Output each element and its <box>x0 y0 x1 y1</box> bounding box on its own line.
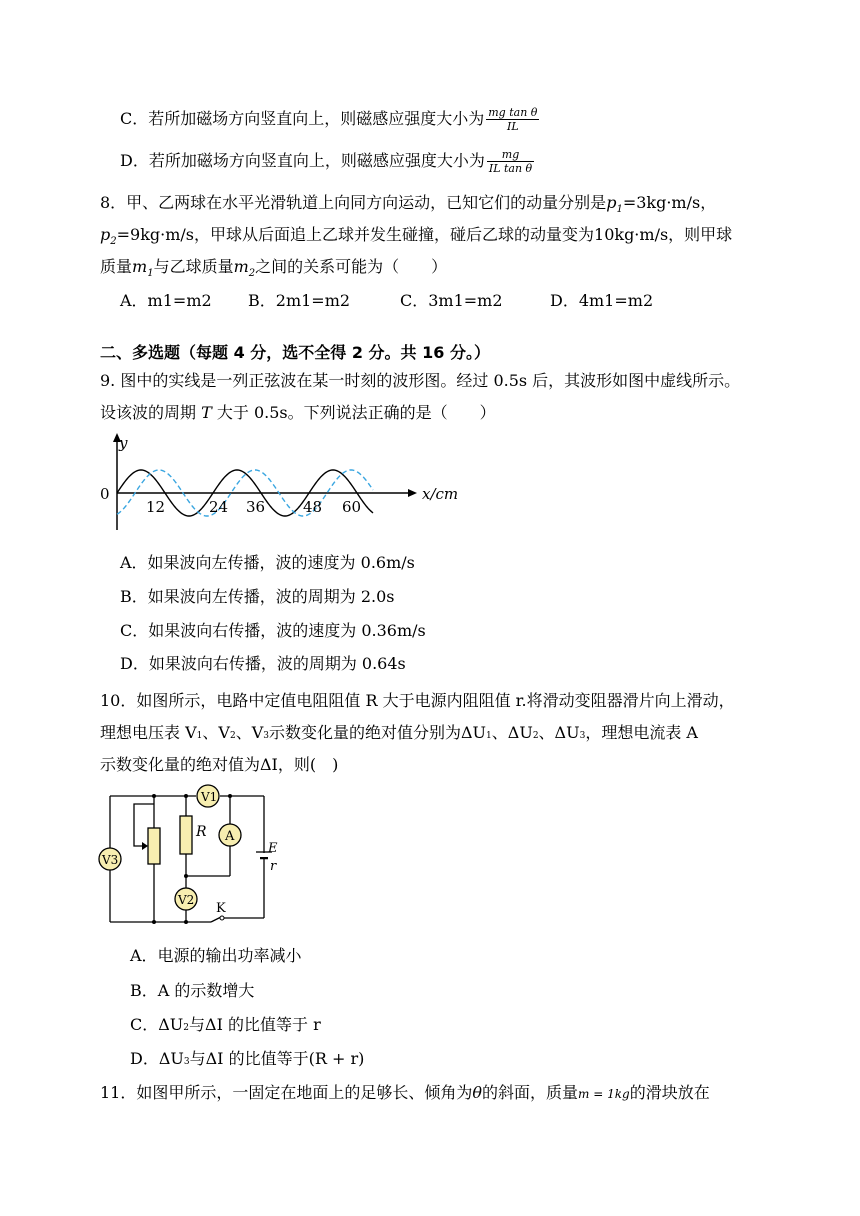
q10-circuit-diagram <box>98 784 278 926</box>
voltmeter-v2-label: V2 <box>178 893 195 907</box>
voltmeter-v3-label: V3 <box>102 853 119 867</box>
junction-dot <box>152 794 156 798</box>
q8-option-b: B．2m1=m2 <box>248 291 351 310</box>
tick-label-48: 48 <box>303 498 323 516</box>
x-axis-arrow-icon <box>408 489 417 497</box>
internal-resistance-label: r <box>270 859 277 874</box>
section-heading-multiple-choice: 二、多选题（每题 4 分，选不全得 2 分。共 16 分。） <box>100 343 490 362</box>
q11-line-1: 11．如图甲所示，一固定在地面上的足够长、倾角为θ的斜面，质量m = 1kg的滑块放在 <box>100 1083 710 1102</box>
resistor-label: R <box>196 824 207 840</box>
q10-option-b: B．A 的示数增大 <box>130 981 255 1000</box>
junction-dot <box>184 874 188 878</box>
q7-option-d-fraction: $\frac{mg}{\text{IL tan θ}}$ <box>488 148 533 175</box>
voltmeter-v1-label: V1 <box>201 790 218 804</box>
q10-line-2: 理想电压表 V1、V2、V3示数变化量的绝对值分别为ΔU1、ΔU2、ΔU3，理想电流表 A <box>100 723 698 742</box>
q9-line-2: 设该波的周期 T 大于 0.5s。下列说法正确的是（ ） <box>100 403 496 422</box>
q8-option-a: A．m1=m2 <box>120 291 212 310</box>
q7-option-c-fraction: $\frac{\text{mg tan θ}}{IL}$ <box>488 106 538 133</box>
switch-contact <box>220 916 224 920</box>
q9-wave-graph <box>98 432 468 534</box>
resistor-r <box>180 816 192 854</box>
q8-line-3: 质量$m_1$与乙球质量$m_2$之间的关系可能为（ ） <box>100 257 448 280</box>
q10-option-a: A．电源的输出功率减小 <box>130 946 302 965</box>
q8-option-d: D．4m1=m2 <box>550 291 654 310</box>
q10-option-c: C．ΔU2与ΔI 的比值等于 r <box>130 1015 321 1034</box>
q9-line-1: 9. 图中的实线是一列正弦波在某一时刻的波形图。经过 0.5s 后，其波形如图中虚线所示。 <box>100 371 741 390</box>
q7-option-d <box>120 148 534 175</box>
tick-label-36: 36 <box>246 498 266 516</box>
q9-option-d: D．如果波向右传播，波的周期为 0.64s <box>120 654 406 673</box>
slider-arrow-icon <box>142 842 148 850</box>
q9-option-a: A．如果波向左传播，波的速度为 0.6m/s <box>120 553 415 572</box>
ammeter-label: A <box>225 829 235 844</box>
q9-option-b: B．如果波向左传播，波的周期为 2.0s <box>120 587 395 606</box>
junction-dot <box>228 794 232 798</box>
q7-option-c <box>120 106 539 133</box>
rheostat <box>148 828 160 864</box>
q9-option-c: C．如果波向右传播，波的速度为 0.36m/s <box>120 621 426 640</box>
q8-line-2: $p_2=9kg\cdot m/s$，甲球从后面追上乙球并发生碰撞，碰后乙球的动量变为10kg·m/s，则甲球 <box>100 225 733 248</box>
q7-option-d-text: D．若所加磁场方向竖直向上，则磁感应强度大小为 <box>120 151 485 170</box>
q8-option-c: C．3m1=m2 <box>400 291 503 310</box>
q10-option-d: D．ΔU3与ΔI 的比值等于(R + r) <box>130 1049 365 1068</box>
emf-label: E <box>268 841 278 856</box>
tick-label-60: 60 <box>342 498 362 516</box>
junction-dot <box>184 920 188 924</box>
q7-option-c-text: C．若所加磁场方向竖直向上，则磁感应强度大小为 <box>120 109 485 128</box>
switch-lever <box>211 917 221 922</box>
y-axis-label: y <box>119 434 128 452</box>
q10-line-1: 10．如图所示，电路中定值电阻阻值 R 大于电源内阻阻值 r.将滑动变阻器滑片向上滑动， <box>100 691 735 710</box>
tick-label-24: 24 <box>209 498 229 516</box>
x-axis-label: x/cm <box>422 485 459 503</box>
switch-label: K <box>216 901 226 916</box>
q8-line-1: 8．甲、乙两球在水平光滑轨道上向同方向运动，已知它们的动量分别是$p_1=3kg\cdot m/s$， <box>100 193 717 216</box>
tick-label-12: 12 <box>146 498 166 516</box>
junction-dot <box>184 794 188 798</box>
origin-label: 0 <box>100 485 110 503</box>
q10-line-3: 示数变化量的绝对值为ΔI，则( ) <box>100 755 339 774</box>
junction-dot <box>152 920 156 924</box>
